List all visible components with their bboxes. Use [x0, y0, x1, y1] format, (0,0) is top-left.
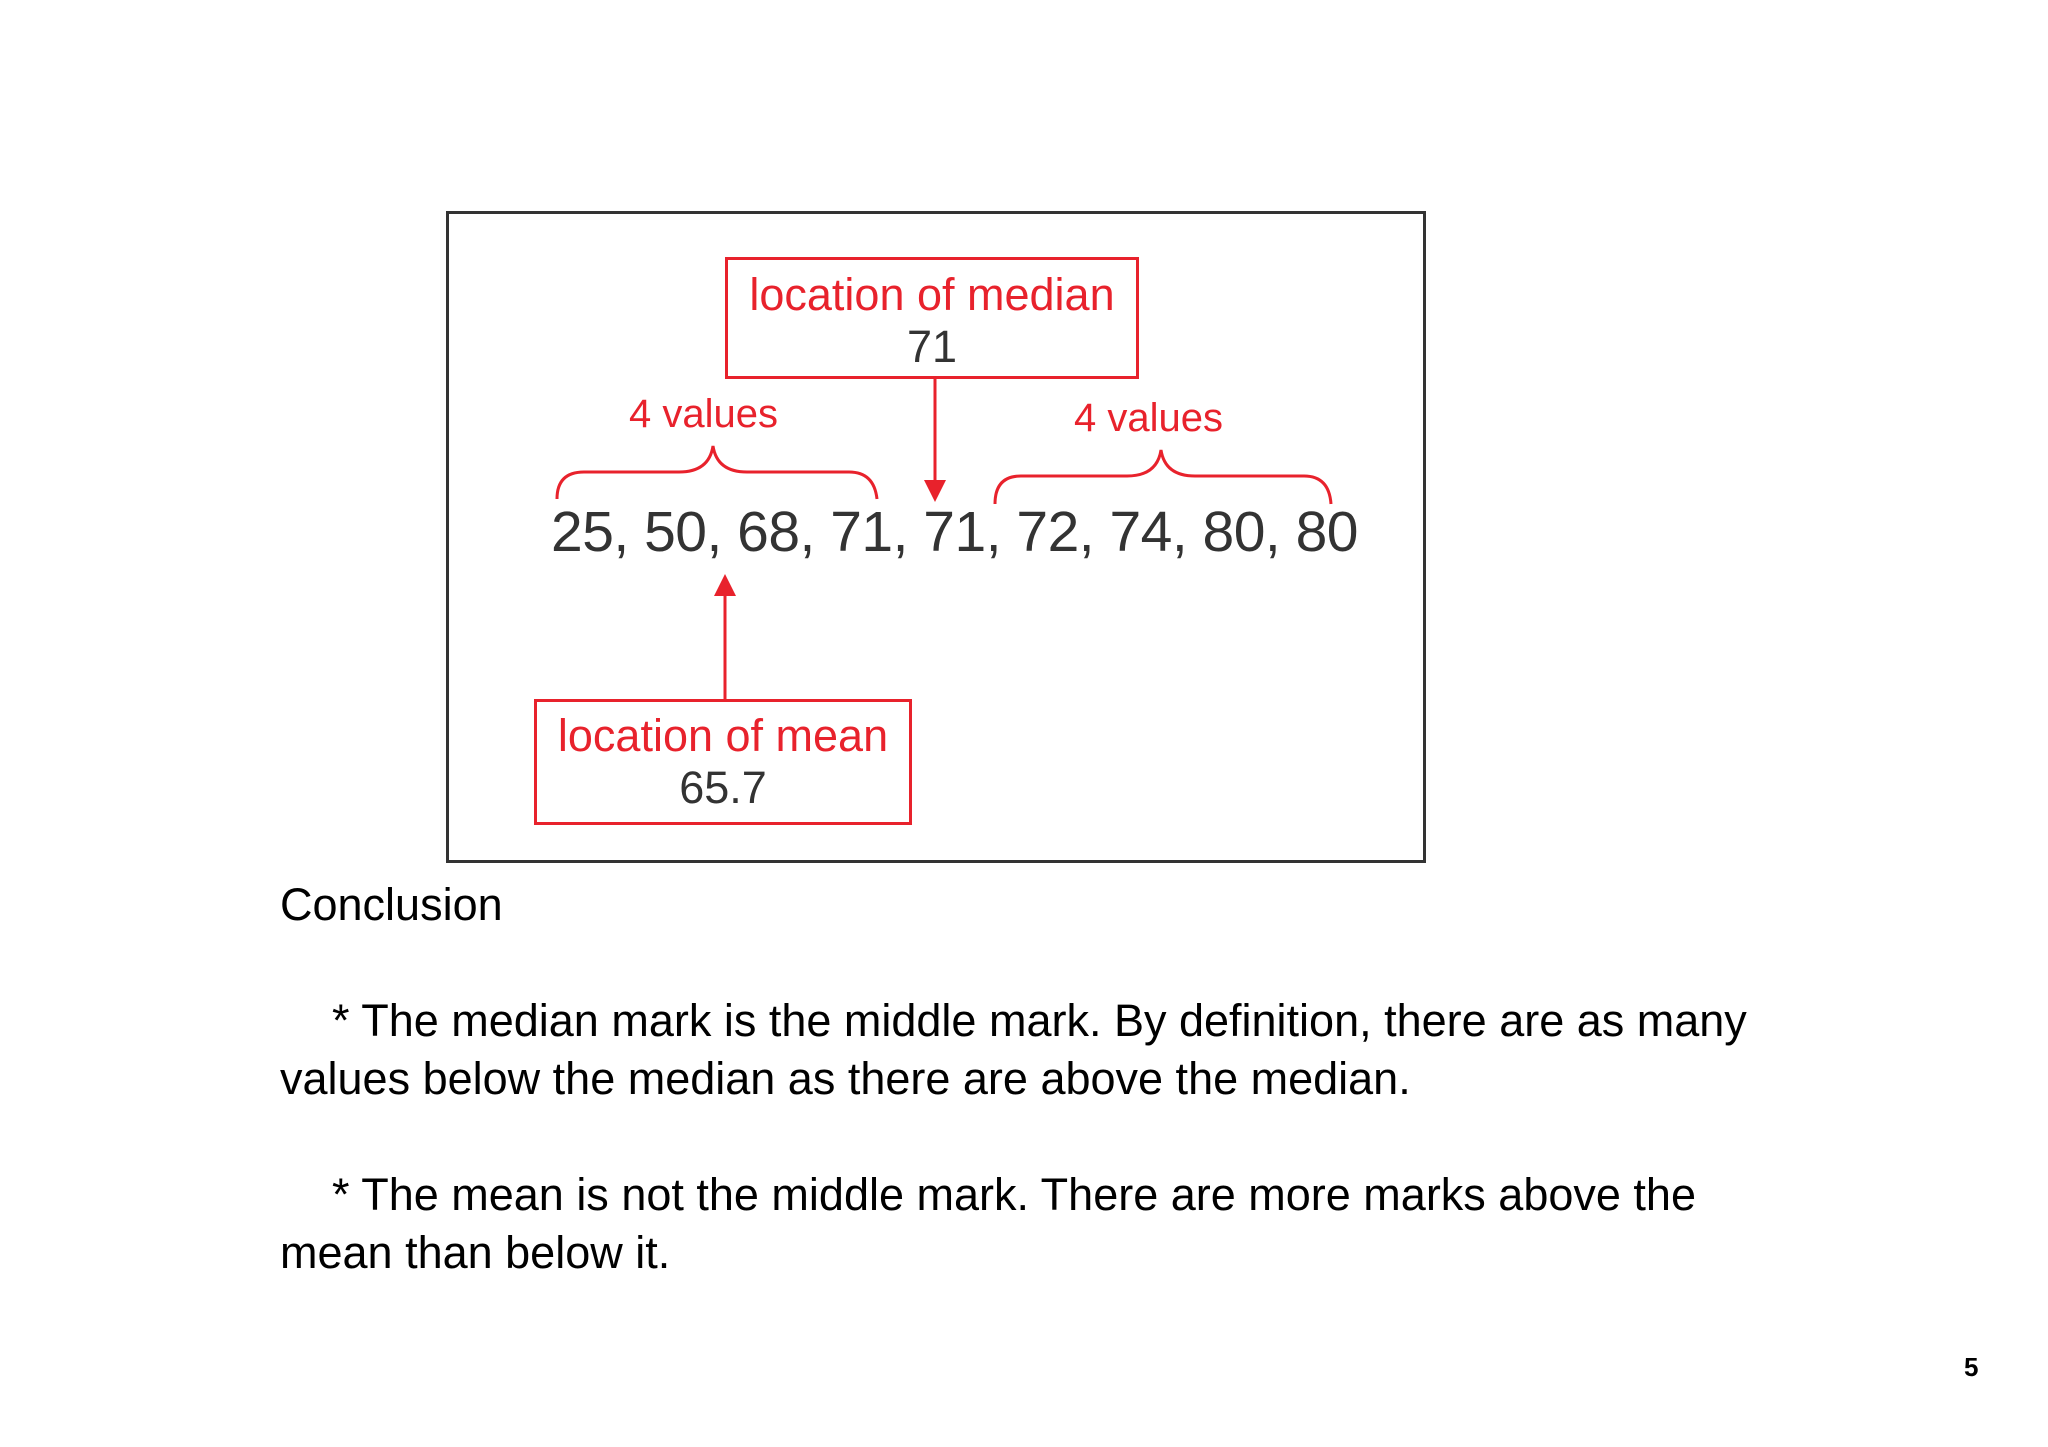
mean-arrow-head — [714, 574, 736, 596]
paragraph-1-text: * The median mark is the middle mark. By definition, there are as many values below the median as there are above the median. — [280, 995, 1747, 1104]
conclusion-paragraph-median — [280, 992, 1800, 1108]
conclusion-paragraph-mean — [280, 1166, 1800, 1282]
left-brace — [557, 446, 877, 499]
paragraph-2-text: * The mean is not the middle mark. There are more marks above the mean than below it. — [280, 1169, 1696, 1278]
mean-label-value: 65.7 — [679, 761, 767, 813]
median-label-value: 71 — [906, 320, 958, 372]
mean-label-title: location of mean — [557, 710, 889, 761]
conclusion-heading: Conclusion — [280, 879, 503, 930]
left-group-label: 4 values — [629, 392, 778, 436]
median-mean-diagram — [446, 211, 1426, 863]
median-label-box — [725, 257, 1139, 379]
page-number: 5 — [1964, 1352, 1979, 1382]
data-values-list: 25, 50, 68, 71, 71, 72, 74, 80, 80 — [551, 500, 1358, 564]
median-label-title: location of median — [749, 269, 1115, 320]
mean-label-box — [534, 699, 912, 825]
right-brace — [995, 450, 1331, 504]
right-group-label: 4 values — [1074, 396, 1223, 440]
